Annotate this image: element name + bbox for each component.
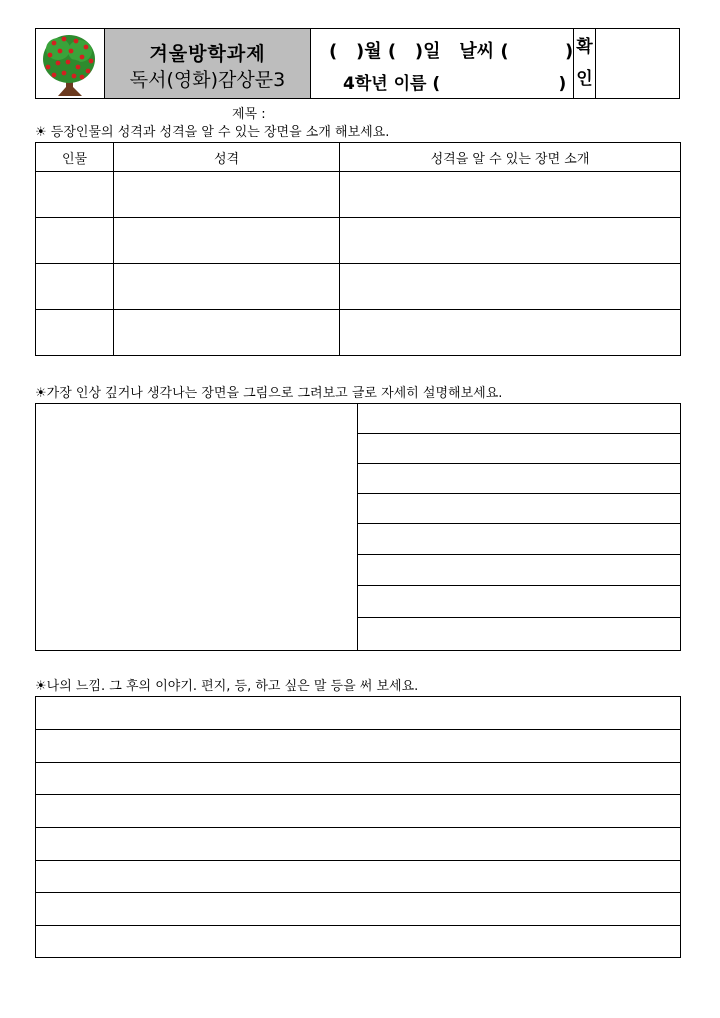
- writing-line[interactable]: [36, 763, 680, 795]
- writing-line[interactable]: [36, 828, 680, 861]
- writing-line[interactable]: [358, 555, 680, 586]
- writing-line[interactable]: [36, 697, 680, 730]
- table-cell[interactable]: [114, 172, 340, 218]
- date-weather-field[interactable]: ( )월 ( )일 날씨 ( ): [329, 41, 574, 62]
- table-row: [36, 218, 681, 264]
- confirm-label-bottom: 인: [576, 69, 593, 89]
- grade-name-field[interactable]: 4학년 이름 ( ): [343, 74, 567, 94]
- writing-line[interactable]: [358, 494, 680, 524]
- writing-line[interactable]: [358, 586, 680, 618]
- writing-line[interactable]: [358, 434, 680, 464]
- table-cell[interactable]: [36, 264, 114, 310]
- writing-line[interactable]: [358, 464, 680, 494]
- table-cell[interactable]: [340, 218, 681, 264]
- table-cell[interactable]: [340, 310, 681, 356]
- column-header-personality: 성격: [114, 143, 340, 172]
- drawing-area[interactable]: [36, 404, 358, 650]
- table-cell[interactable]: [114, 264, 340, 310]
- confirm-label-top: 확: [576, 37, 593, 57]
- table-row: [36, 264, 681, 310]
- column-header-character: 인물: [36, 143, 114, 172]
- writing-line[interactable]: [358, 404, 680, 434]
- table-cell[interactable]: [114, 218, 340, 264]
- writing-line[interactable]: [36, 926, 680, 957]
- section2-prompt: ☀가장 인상 깊거나 생각나는 장면을 그림으로 그려보고 글로 자세히 설명해보세요.: [35, 386, 503, 401]
- writing-line[interactable]: [358, 524, 680, 555]
- book-title-label: 제목 :: [232, 107, 266, 122]
- table-row: [36, 310, 681, 356]
- table-cell[interactable]: [114, 310, 340, 356]
- table-cell[interactable]: [340, 264, 681, 310]
- writing-line[interactable]: [36, 861, 680, 893]
- section1-prompt: ☀ 등장인물의 성격과 성격을 알 수 있는 장면을 소개 해보세요.: [35, 125, 390, 140]
- assignment-subtitle: 독서(영화)감상문3: [129, 69, 286, 91]
- table-cell[interactable]: [36, 218, 114, 264]
- confirm-cell: [573, 29, 596, 98]
- assignment-title-box: [104, 29, 311, 98]
- drawing-section: [35, 403, 681, 651]
- table-cell[interactable]: [36, 310, 114, 356]
- student-info: [311, 29, 573, 98]
- column-header-scene: 성격을 알 수 있는 장면 소개: [340, 143, 681, 172]
- assignment-title: 겨울방학과제: [149, 43, 266, 65]
- feelings-section: [35, 696, 681, 958]
- writing-line[interactable]: [36, 893, 680, 926]
- table-row: [36, 172, 681, 218]
- table-header-row: [36, 143, 681, 172]
- section3-prompt: ☀나의 느낌. 그 후의 이야기. 편지, 등, 하고 싶은 말 등을 써 보세요.: [35, 679, 419, 694]
- table-cell[interactable]: [340, 172, 681, 218]
- worksheet-header: [35, 28, 680, 99]
- character-table: [35, 142, 681, 356]
- writing-line[interactable]: [36, 795, 680, 828]
- table-cell[interactable]: [36, 172, 114, 218]
- writing-line[interactable]: [358, 618, 680, 650]
- apple-tree-icon: [36, 29, 104, 98]
- writing-line[interactable]: [36, 730, 680, 763]
